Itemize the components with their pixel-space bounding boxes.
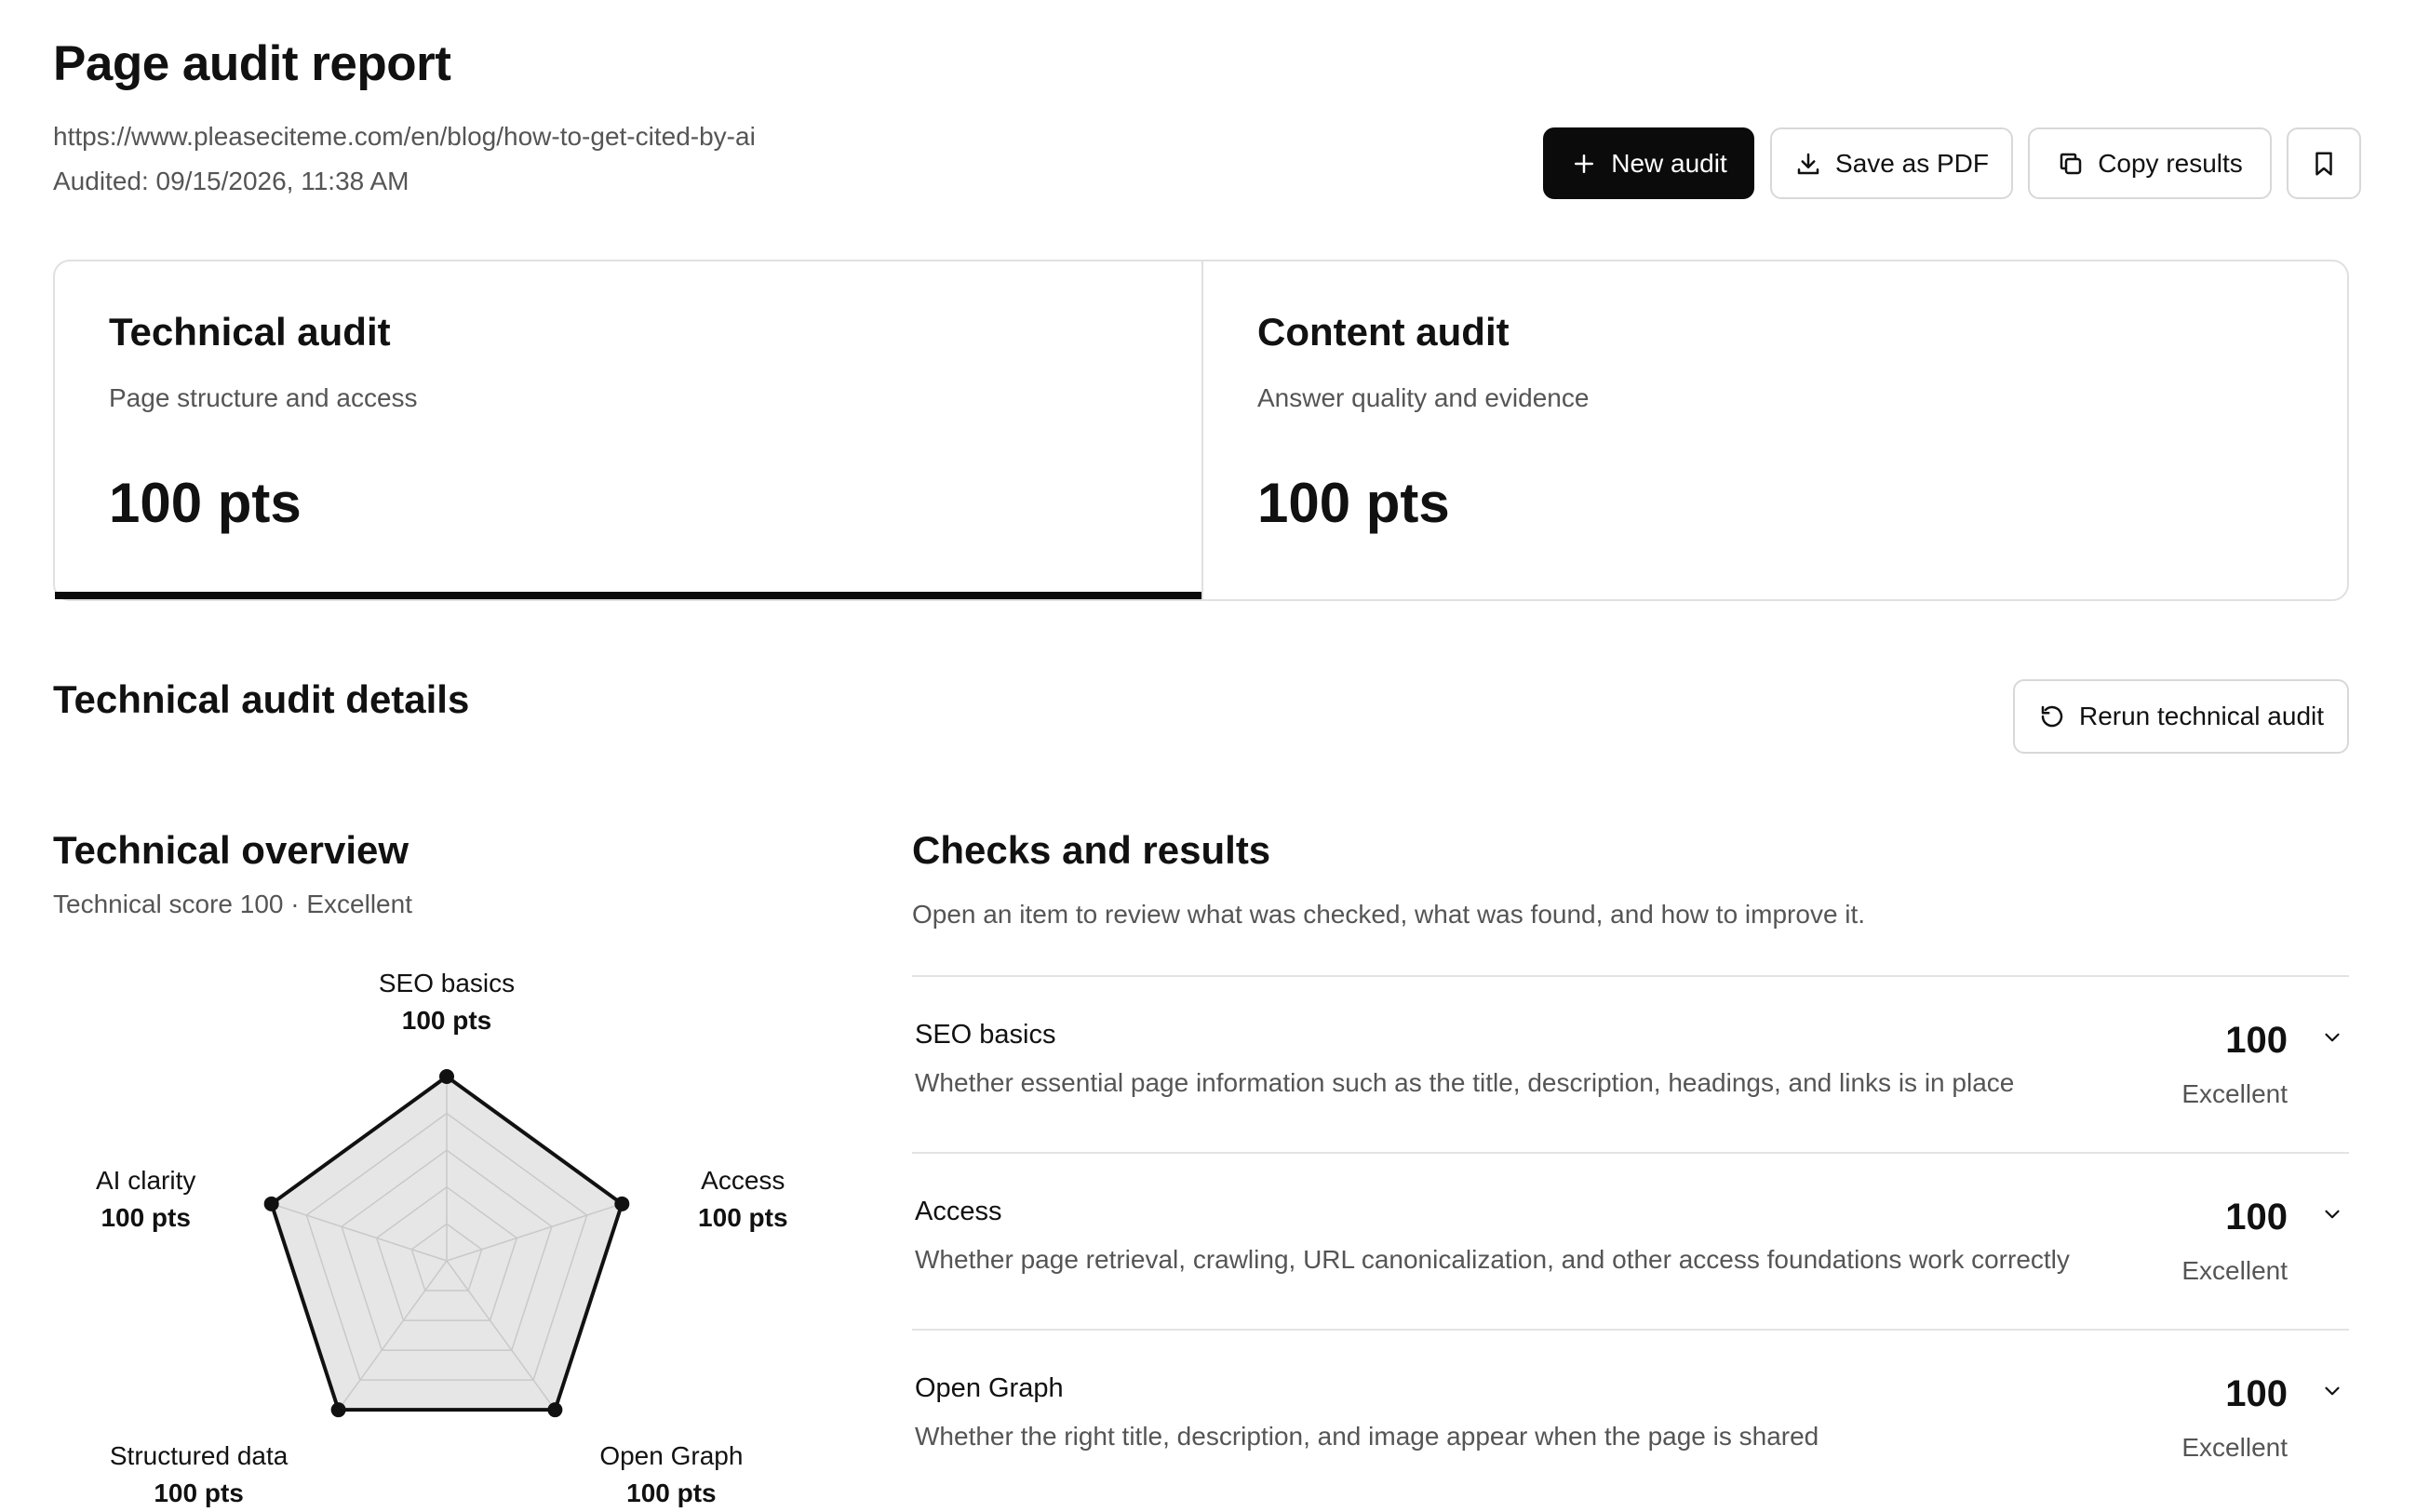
radar-axis-label [631,1162,854,1237]
radar-point [547,1402,562,1417]
audit-tabs [53,260,2349,601]
check-grade: Excellent [2181,1256,2288,1285]
technical-audit-title: Technical audit [109,310,391,354]
technical-audit-subtitle: Page structure and access [109,383,418,412]
radar-axis-label [87,1438,311,1512]
check-score: 100 [2225,1373,2288,1414]
radar-chart [0,930,856,1508]
radar-axis-name: SEO basics [378,969,516,997]
check-name: Access [915,1197,1002,1226]
check-item-access[interactable] [912,1152,2349,1329]
save-pdf-button[interactable] [1770,127,2013,199]
checks-list [912,975,2349,1505]
details-title: Technical audit details [53,677,470,721]
copy-results-button[interactable] [2028,127,2272,199]
radar-axis-value: 100 pts [101,1202,191,1232]
copy-icon [2057,150,2085,178]
check-description: Whether page retrieval, crawling, URL canonicalization, and other access foundations work correctly [915,1245,2070,1274]
audited-timestamp: Audited: 09/15/2026, 11:38 AM [53,167,409,195]
radar-axis-name: AI clarity [96,1165,196,1195]
checks-subtitle: Open an item to review what was checked, what was found, and how to improve it. [912,900,1866,929]
radar-axis-value: 100 pts [626,1479,717,1508]
chevron-down-icon[interactable] [2320,1025,2344,1050]
page-title: Page audit report [53,36,451,91]
radar-axis-label [559,1438,783,1512]
radar-point [264,1197,279,1211]
bookmark-button[interactable] [2287,127,2361,199]
content-audit-points: 100 pts [1257,472,1450,534]
chevron-down-icon[interactable] [2320,1379,2344,1403]
check-item-seo-basics[interactable] [912,975,2349,1152]
content-audit-card[interactable] [1203,261,2351,599]
bookmark-icon [2310,150,2338,178]
check-name: SEO basics [915,1020,1056,1050]
content-audit-title: Content audit [1257,310,1510,354]
save-pdf-label: Save as PDF [1835,148,1989,178]
rerun-label: Rerun technical audit [2078,702,2325,730]
check-name: Open Graph [915,1373,1064,1403]
radar-axis-name: Structured data [109,1441,289,1471]
download-icon [1794,150,1822,178]
checks-title: Checks and results [912,828,1271,872]
radar-axis-name: Open Graph [599,1441,744,1471]
radar-point [331,1402,346,1417]
radar-axis-value: 100 pts [698,1202,788,1232]
check-grade: Excellent [2181,1433,2288,1462]
content-audit-subtitle: Answer quality and evidence [1257,383,1590,412]
check-description: Whether the right title, description, and image appear when the page is shared [915,1422,1819,1451]
new-audit-label: New audit [1611,148,1727,178]
copy-results-label: Copy results [2098,148,2243,178]
radar-axis-label [335,965,558,1039]
audited-url: https://www.pleaseciteme.com/en/blog/how-to-get-cited-by-ai [53,122,756,151]
plus-icon [1570,150,1598,178]
radar-point [614,1197,629,1211]
check-score: 100 [2225,1020,2288,1061]
radar-axis-value: 100 pts [401,1006,492,1035]
technical-audit-card[interactable] [55,261,1203,599]
radar-point [439,1069,454,1084]
new-audit-button[interactable] [1543,127,1754,199]
active-tab-indicator [55,592,1201,599]
check-description: Whether essential page information such as the title, description, headings, and links is in place [915,1068,2015,1097]
check-item-open-graph[interactable] [912,1329,2349,1505]
overview-subtitle: Technical score 100 · Excellent [53,890,412,918]
radar-axis-label [34,1162,258,1237]
check-grade: Excellent [2181,1079,2288,1108]
radar-axis-name: Access [701,1165,785,1195]
check-score: 100 [2225,1197,2288,1238]
chevron-down-icon[interactable] [2320,1202,2344,1226]
refresh-icon [2038,702,2066,730]
technical-audit-points: 100 pts [109,472,302,534]
radar-axis-value: 100 pts [154,1479,244,1508]
overview-title: Technical overview [53,828,409,872]
rerun-technical-audit-button[interactable] [2013,679,2349,754]
